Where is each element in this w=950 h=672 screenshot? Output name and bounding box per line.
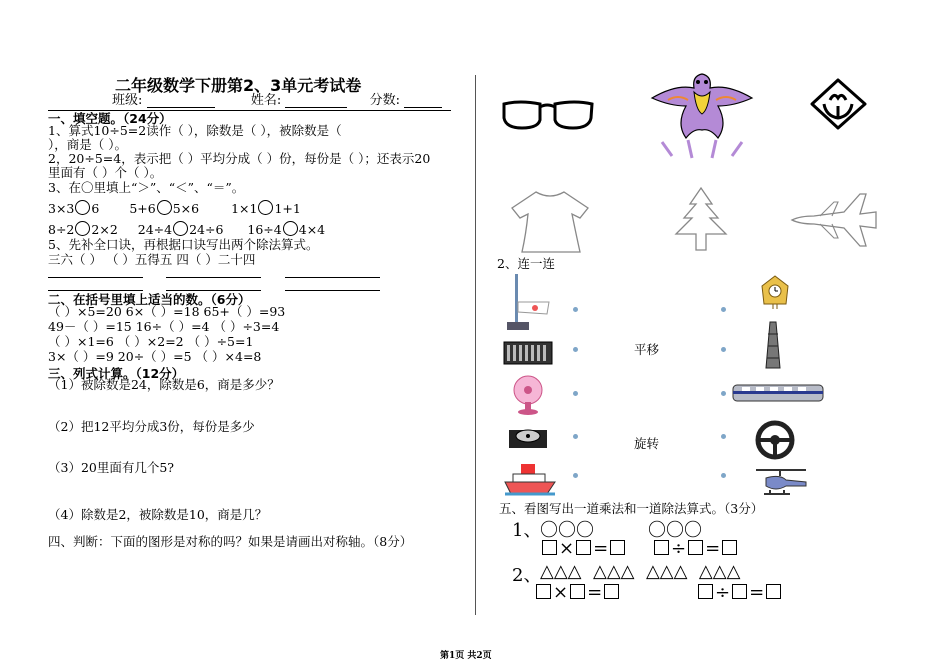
s2-row-2: 49－（ ）=15 16÷（ ）=4 （ ）÷3=4	[48, 319, 280, 334]
connect-dot[interactable]	[721, 473, 726, 478]
score-label: 分数:	[369, 93, 401, 108]
s3-question-1: （1）被除数是24，除数是6，商是多少？	[48, 377, 280, 392]
shirt-icon	[510, 190, 590, 256]
s1-line-4: 里面有（ ）个（ ）。	[48, 165, 163, 180]
equals-sign: =	[587, 582, 603, 603]
section-5-heading: 五、看图写出一道乘法和一道除法算式。（3分）	[499, 501, 764, 516]
class-label: 班级:	[112, 93, 143, 108]
connect-dot[interactable]	[721, 307, 726, 312]
section-1-heading: 一、填空题。（24分）	[48, 111, 172, 126]
connect-dot[interactable]	[721, 391, 726, 396]
flag-pole-icon	[505, 272, 555, 332]
class-field[interactable]	[147, 95, 215, 108]
tree-icon	[670, 186, 732, 252]
times-sign: ×	[553, 582, 569, 603]
s3-question-4: （4）除数是2，被除数是10，商是几？	[48, 507, 268, 522]
compare-left: 24÷4	[137, 222, 173, 237]
answer-box[interactable]	[654, 540, 669, 555]
helicopter-icon	[752, 466, 810, 500]
compare-row-2	[48, 221, 325, 237]
compare-left: 3×3	[48, 201, 75, 216]
compare-circle[interactable]	[157, 200, 172, 215]
answer-box[interactable]	[576, 540, 591, 555]
answer-box[interactable]	[688, 540, 703, 555]
connect-dot[interactable]	[573, 473, 578, 478]
multiplication-blanks	[540, 538, 627, 559]
column-divider	[475, 75, 476, 615]
s1-line-9: 三六（ ） （ ）五得五 四（ ）二十四	[48, 252, 256, 267]
s1-line-5: 3、在〇里填上“＞”、“＜”、“＝”。	[48, 180, 245, 195]
disk-player-icon	[508, 424, 548, 450]
compare-circle[interactable]	[173, 221, 188, 236]
ship-icon	[503, 458, 557, 498]
translate-label: 平移	[634, 342, 660, 357]
multiplication-blanks	[534, 582, 621, 603]
fan-icon	[510, 374, 546, 416]
s3-question-3: （3）20里面有几个5?	[48, 460, 175, 475]
answer-box[interactable]	[570, 584, 585, 599]
section-2-heading: 二、在括号里填上适当的数。（6分）	[48, 292, 251, 307]
answer-box[interactable]	[542, 540, 557, 555]
connect-dot[interactable]	[721, 347, 726, 352]
answer-line[interactable]	[48, 277, 143, 278]
name-field[interactable]	[285, 95, 347, 108]
equals-sign: =	[705, 538, 721, 559]
section-3-heading: 三、列式计算。（12分）	[48, 366, 185, 381]
answer-box[interactable]	[698, 584, 713, 599]
section-4-heading: 四、判断：下面的图形是对称的吗？如果是请画出对称轴。（8分）	[48, 534, 413, 549]
answer-line[interactable]	[285, 290, 380, 291]
answer-box[interactable]	[766, 584, 781, 599]
compare-left: 16÷4	[247, 222, 282, 237]
score-field[interactable]	[404, 95, 442, 108]
connect-heading: 2、连一连	[497, 256, 555, 271]
compare-right: 2×2	[91, 222, 118, 237]
info-row	[112, 94, 442, 108]
answer-box[interactable]	[732, 584, 747, 599]
answer-line[interactable]	[166, 277, 261, 278]
connect-dot[interactable]	[721, 434, 726, 439]
connect-dot[interactable]	[573, 307, 578, 312]
s2-row-4: 3×（ ）=9 20÷（ ）=5 （ ）×4=8	[48, 349, 262, 364]
tower-icon	[762, 320, 784, 370]
divide-sign: ÷	[671, 538, 687, 559]
compare-circle[interactable]	[283, 221, 298, 236]
answer-box[interactable]	[536, 584, 551, 599]
compare-right: 1+1	[274, 201, 301, 216]
compare-right: 5×6	[172, 201, 200, 216]
train-icon	[732, 383, 824, 405]
cuckoo-clock-icon	[760, 274, 790, 310]
connect-dot[interactable]	[573, 434, 578, 439]
compare-right: 24÷6	[189, 222, 224, 237]
problem-1-circles-left: 〇〇〇	[540, 520, 594, 541]
s2-row-1: （ ）×5=20 6×（ ）=18 65+（ ）=93	[48, 304, 286, 319]
page-footer: 第1页 共2页	[440, 651, 492, 661]
compare-left: 5+6	[129, 201, 156, 216]
answer-line[interactable]	[285, 277, 380, 278]
s2-row-3: （ ）×1=6 （ ）×2=2 （ ）÷5=1	[48, 334, 254, 349]
glasses-icon	[500, 98, 595, 133]
division-blanks	[652, 538, 739, 559]
problem-1-circles-right: 〇〇〇	[648, 520, 702, 541]
division-blanks	[696, 582, 783, 603]
rotate-label: 旋转	[634, 436, 660, 451]
kite-icon	[648, 70, 756, 162]
answer-box[interactable]	[722, 540, 737, 555]
divide-sign: ÷	[715, 582, 731, 603]
s1-line-3: 2，20÷5=4，表示把（ ）平均分成（ ）份，每份是（ ）；还表示20	[48, 151, 431, 166]
compare-circle[interactable]	[258, 200, 273, 215]
s1-line-8: 5、先补全口诀，再根据口诀写出两个除法算式。	[48, 237, 319, 252]
problem-2-number: 2、	[512, 565, 542, 586]
jet-icon	[790, 190, 878, 248]
compare-left: 8÷2	[48, 222, 75, 237]
times-sign: ×	[559, 538, 575, 559]
s1-line-1: 1、算式10÷5=2读作（ ），除数是（ ），被除数是（	[48, 123, 342, 138]
steering-wheel-icon	[754, 420, 796, 460]
compare-circle[interactable]	[75, 221, 90, 236]
compare-row-1	[48, 200, 301, 216]
equals-sign: =	[749, 582, 765, 603]
s3-question-2: （2）把12平均分成3份，每份是多少	[48, 419, 255, 434]
s1-line-2: ），商是（ ）。	[48, 137, 127, 152]
compare-right: 4×4	[298, 222, 326, 237]
problem-1-number: 1、	[512, 520, 542, 541]
problem-2-triangles: △△△ △△△ △△△ △△△	[540, 561, 741, 582]
compare-right: 6	[91, 201, 100, 216]
compare-left: 1×1	[231, 201, 258, 216]
answer-box[interactable]	[610, 540, 625, 555]
abacus-icon	[503, 341, 553, 365]
emblem-icon	[810, 78, 867, 130]
connect-dot[interactable]	[573, 347, 578, 352]
page-title: 二年级数学下册第2、3单元考试卷	[115, 76, 362, 95]
answer-box[interactable]	[604, 584, 619, 599]
equals-sign: =	[593, 538, 609, 559]
name-label: 姓名:	[250, 93, 282, 108]
connect-dot[interactable]	[573, 391, 578, 396]
compare-circle[interactable]	[75, 200, 90, 215]
